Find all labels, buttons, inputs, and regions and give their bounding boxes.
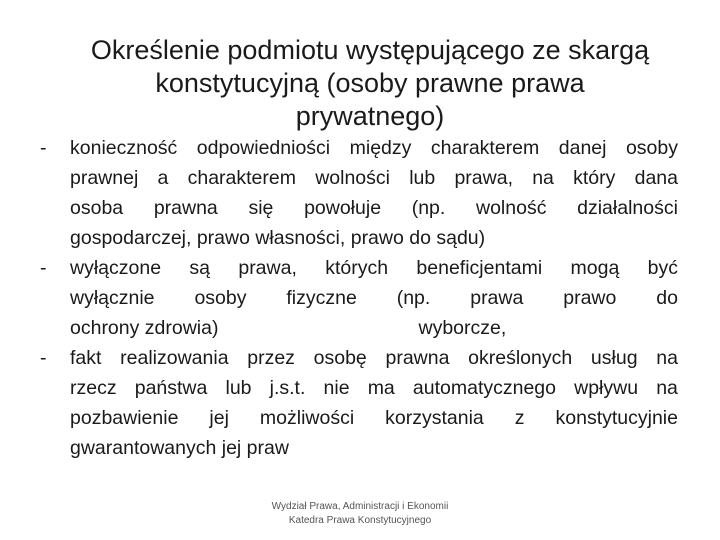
bullet-word: ma (367, 377, 395, 399)
bullet-word: realizowania (120, 347, 229, 369)
bullet-word: możliwości (259, 407, 355, 429)
bullet-line (70, 254, 678, 282)
bullet-line (70, 404, 678, 432)
bullet-word: fakt (70, 347, 102, 369)
bullet-word: a (157, 167, 169, 189)
footer-department: Katedra Prawa Konstytucyjnego (288, 515, 432, 526)
bullet-word: osobę (313, 347, 367, 369)
bullet-word: korzystania (385, 407, 484, 429)
bullet-word: z (514, 407, 525, 429)
bullet-word: między (349, 137, 412, 159)
bullet-line (70, 344, 678, 372)
bullet-word: państwa (134, 377, 208, 399)
bullet-word: wpływu (574, 377, 639, 399)
bullet-word: konieczność (70, 137, 178, 159)
bullet-word: prawa, (454, 167, 513, 189)
title-line: konstytucyjną (osoby prawne prawa (155, 68, 585, 98)
bullet-word: być (647, 257, 678, 279)
bullet-word: się (248, 197, 274, 219)
bullet-word: charakterem (430, 137, 540, 159)
bullet-word: do (656, 287, 678, 309)
bullet-word: prawna (385, 347, 450, 369)
bullet-word: na (656, 377, 678, 399)
bullet-word: wyborcze, (418, 317, 507, 339)
bullet-marker: - (40, 257, 47, 279)
bullet-word: gwarantowanych jej praw (70, 437, 289, 459)
bullet-word: rzecz (70, 377, 117, 399)
bullet-word: wyłączone (70, 257, 162, 279)
bullet-line (70, 134, 678, 162)
bullet-word: na (656, 347, 678, 369)
bullet-word: odpowiedniości (196, 137, 331, 159)
bullet-line (70, 374, 678, 402)
bullet-word: działalności (577, 197, 678, 219)
bullet-word: (np. (411, 197, 446, 219)
bullet-word: automatycznego (412, 377, 556, 399)
bullet-word: charakterem (187, 167, 296, 189)
bullet-word: są (189, 257, 210, 279)
bullet-word: jej (209, 407, 229, 429)
bullet-line (70, 224, 678, 252)
bullet-word: lub (409, 167, 436, 189)
bullet-word: osoby (625, 137, 678, 159)
bullet-word: usług (590, 347, 638, 369)
bullet-word: na (532, 167, 554, 189)
bullet-word: określonych (468, 347, 573, 369)
bullet-word: prawnej (70, 167, 139, 189)
bullet-line (70, 194, 678, 222)
bullet-word: pozbawienie (70, 407, 179, 429)
bullet-word: mogą (570, 257, 620, 279)
bullet-word: wolność (476, 197, 547, 219)
bullet-line (70, 164, 678, 192)
bullet-word: dana (634, 167, 678, 189)
bullet-word: ochrony zdrowia) (70, 317, 219, 339)
bullet-word: prawa, (238, 257, 297, 279)
bullet-word: (np. (396, 287, 431, 309)
bullet-word: nie (323, 377, 350, 399)
footer-faculty: Wydział Prawa, Administracji i Ekonomii (271, 501, 449, 512)
bullet-word: wyłącznie (70, 287, 155, 309)
bullet-word: osoby (194, 287, 247, 309)
bullet-word: beneficjentami (416, 257, 543, 279)
bullet-word: lub (225, 377, 252, 399)
title-line: prywatnego) (295, 101, 445, 131)
bullet-line (70, 434, 678, 462)
bullet-word: powołuje (304, 197, 382, 219)
footer (200, 500, 520, 528)
bullet-word: których (325, 257, 389, 279)
bullet-word: prawa (470, 287, 524, 309)
bullet-word: fizyczne (286, 287, 357, 309)
bullet-marker: - (40, 347, 47, 369)
bullet-word: osoba (70, 197, 124, 219)
bullet-line (70, 284, 678, 312)
bullet-word: prawo (563, 287, 617, 309)
bullet-word: konstytucyjnie (555, 407, 678, 429)
bullet-word: przez (247, 347, 295, 369)
bullet-word: który (573, 167, 616, 189)
bullet-word: prawna (153, 197, 218, 219)
bullet-line (70, 314, 678, 342)
bullet-marker: - (40, 137, 47, 159)
title-line: Określenie podmiotu występującego ze skargą (90, 35, 650, 65)
bullet-word: j.s.t. (269, 377, 306, 399)
bullet-word: danej (558, 137, 607, 159)
bullet-word: wolności (315, 167, 390, 189)
bullet-word: gospodarczej, prawo własności, prawo do sądu) (70, 227, 486, 249)
